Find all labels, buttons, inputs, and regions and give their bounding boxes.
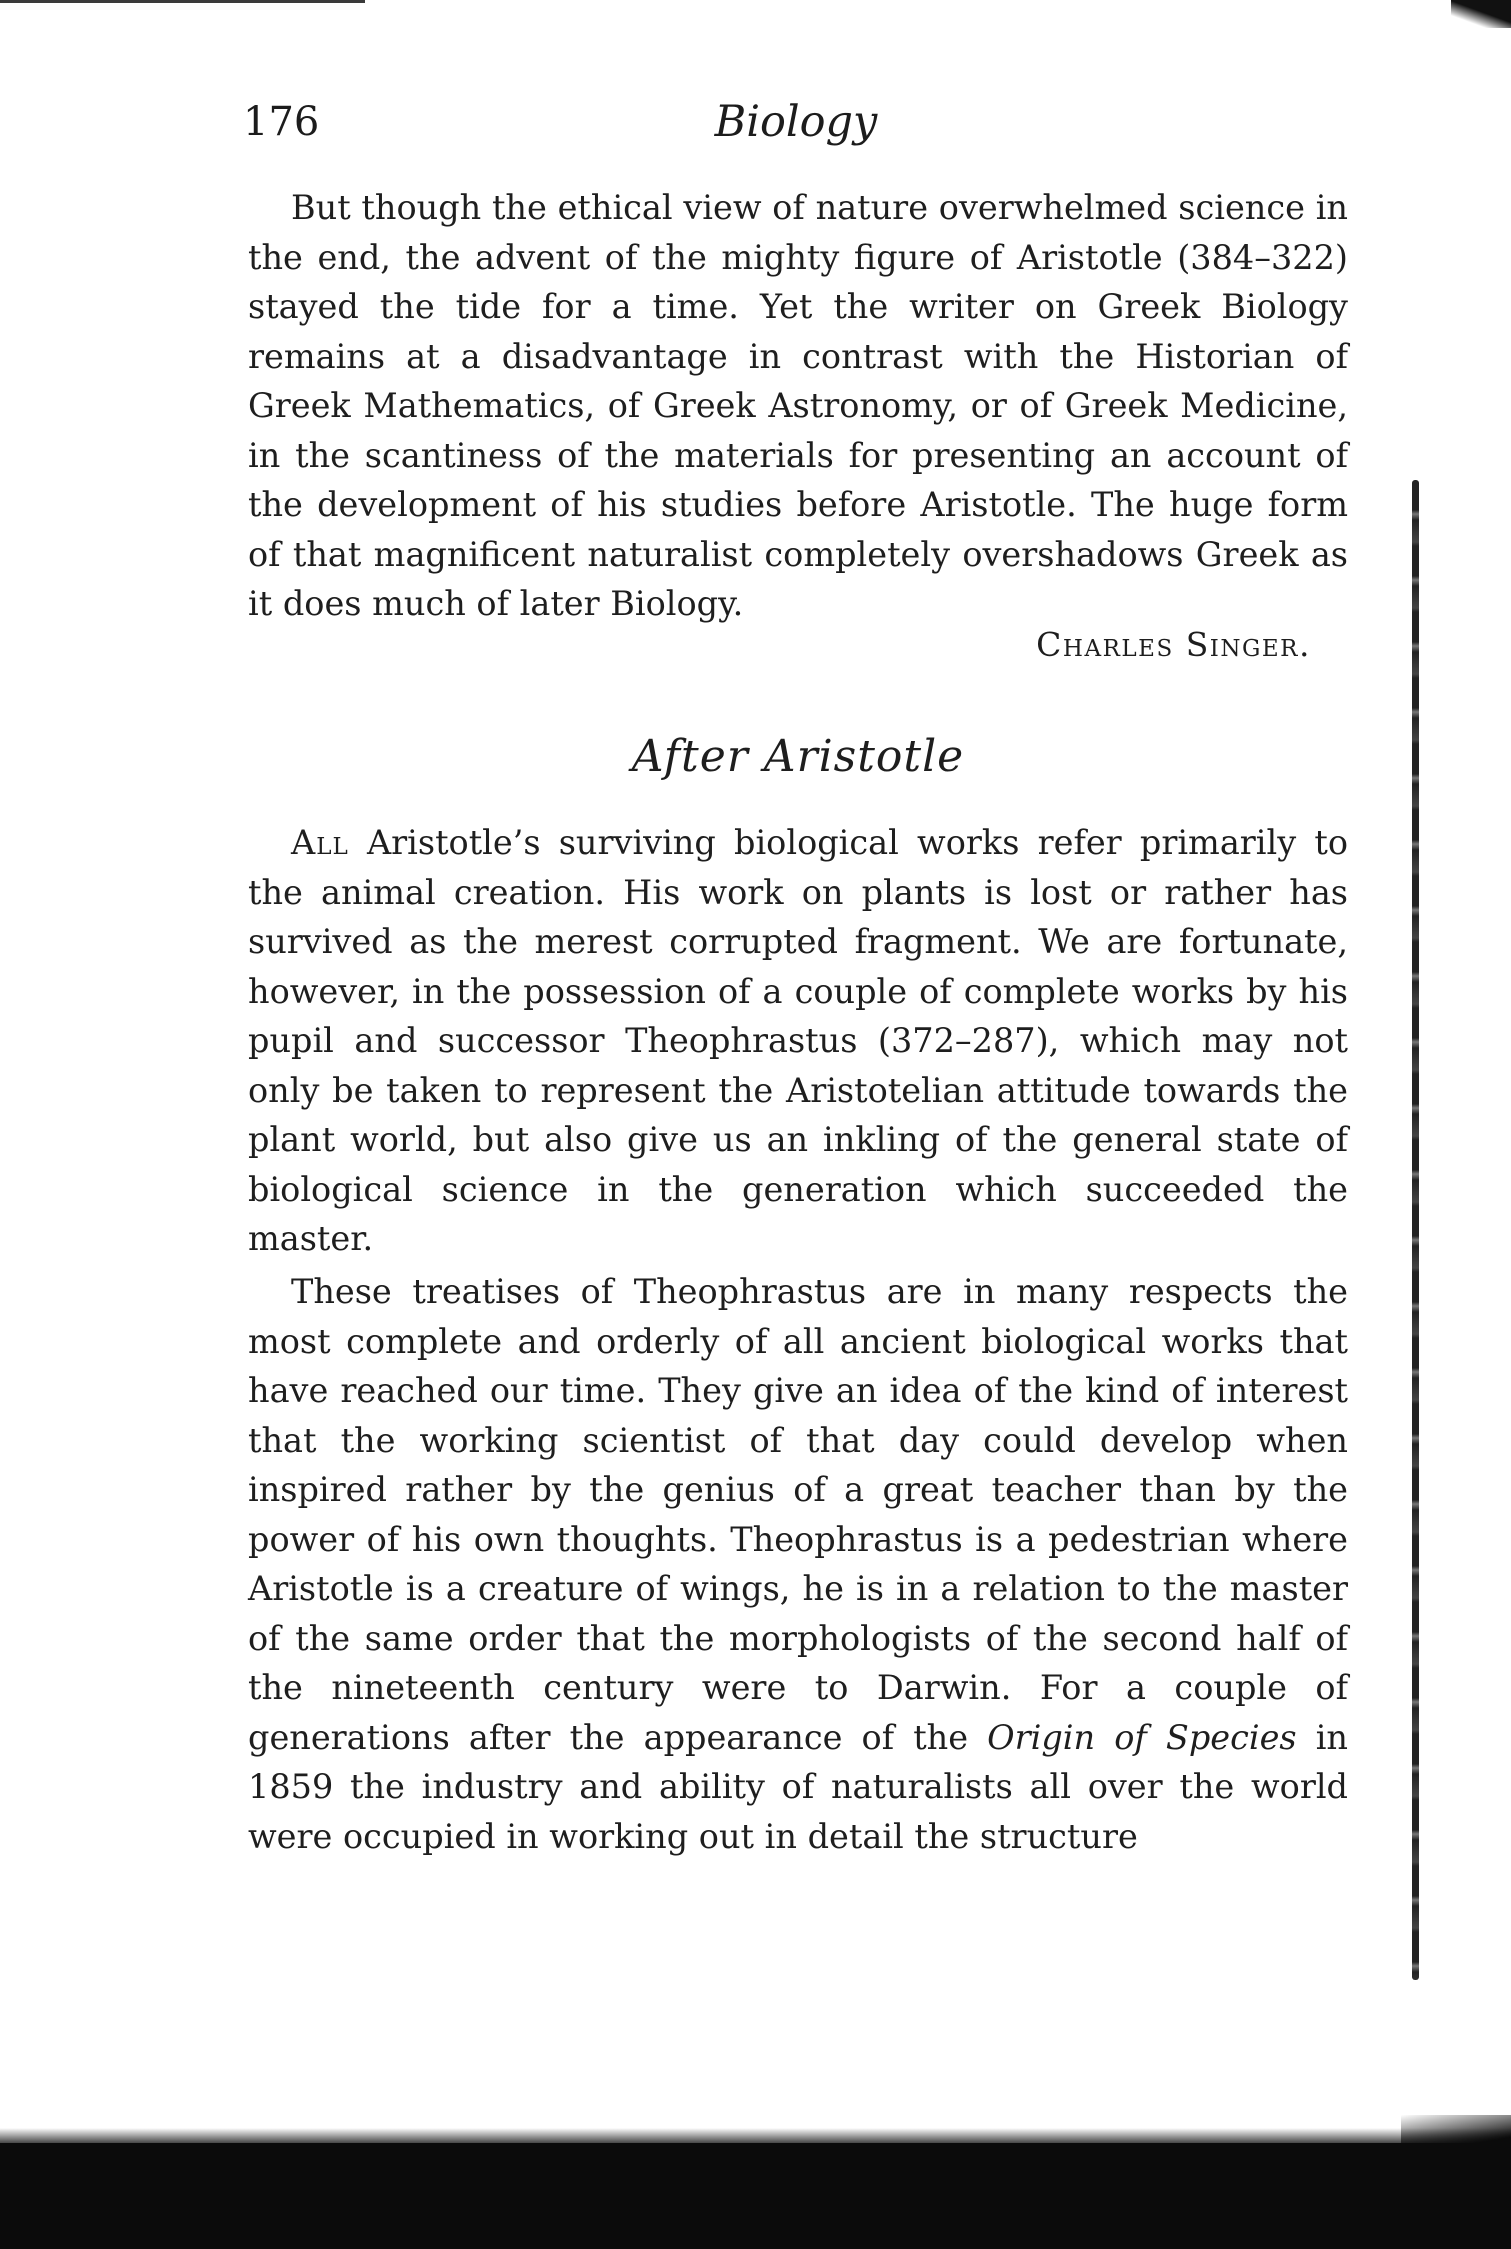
scan-bottom-shadow [0,2143,1511,2249]
author-signature: Charles Singer. [1036,625,1311,664]
paragraph-after-aristotle-block [248,818,1348,1264]
paragraph-theophrastus-block [248,1267,1348,1861]
running-title: Biology [714,97,878,147]
scan-top-corner-shadow [1451,0,1511,28]
section-heading: After Aristotle [631,731,965,782]
page-number: 176 [243,99,320,145]
paragraph-lead-word: All [291,823,349,862]
paragraph-theophrastus [248,1267,1348,1861]
scan-page-edge-shadow [1412,480,1419,1980]
paragraph-body-end: in 1859 the industry and ability of naturalists all over the world were occupied in working out in detail the structure [248,1717,1348,1856]
paragraph-body: Aristotle’s surviving biological works refer primarily to the animal creation. His work on plants is lost or rather has survived as the merest corrupted fragment. We are fortunate, however, in the possession of a couple of complete works by his pupil and successor Theophrastus (372–287), which may not only be taken to represent the Aristotelian attitude towards the plant world, but also give us an inkling of the general state of biological science in the generation which succeeded the master. [248,823,1348,1258]
running-head [243,92,1349,152]
paragraph-body-start: These treatises of Theophrastus are in many respects the most complete and orderly of all ancient biological works that have reached our time. They give an idea of the kind of interest that the working scientist of that day could develop when inspired rather by the genius of a great teacher than by the power of his own thoughts. Theophrastus is a pedestrian where Aristotle is a creature of wings, he is in a relation to the master of the same order that the morphologists of the second half of the nineteenth century were to Darwin. For a couple of generations after the appearance of the [248,1272,1348,1757]
paragraph-after-aristotle [248,818,1348,1264]
paragraph-intro-block [248,183,1348,629]
book-title: Origin of Species [987,1717,1297,1757]
scan-top-rule [0,0,365,3]
paragraph-intro: But though the ethical view of nature overwhelmed science in the end, the advent of the mighty figure of Aristotle (384–322) stayed the tide for a time. Yet the writer on Greek Biology remains at a disadvantage in contrast with the Historian of Greek Mathematics, of Greek Astronomy, or of Greek Medicine, in the scantiness of the materials for presenting an account of the development of his studies before Aristotle. The huge form of that magnificent naturalist completely overshadows Greek as it does much of later Biology. [248,188,1348,623]
